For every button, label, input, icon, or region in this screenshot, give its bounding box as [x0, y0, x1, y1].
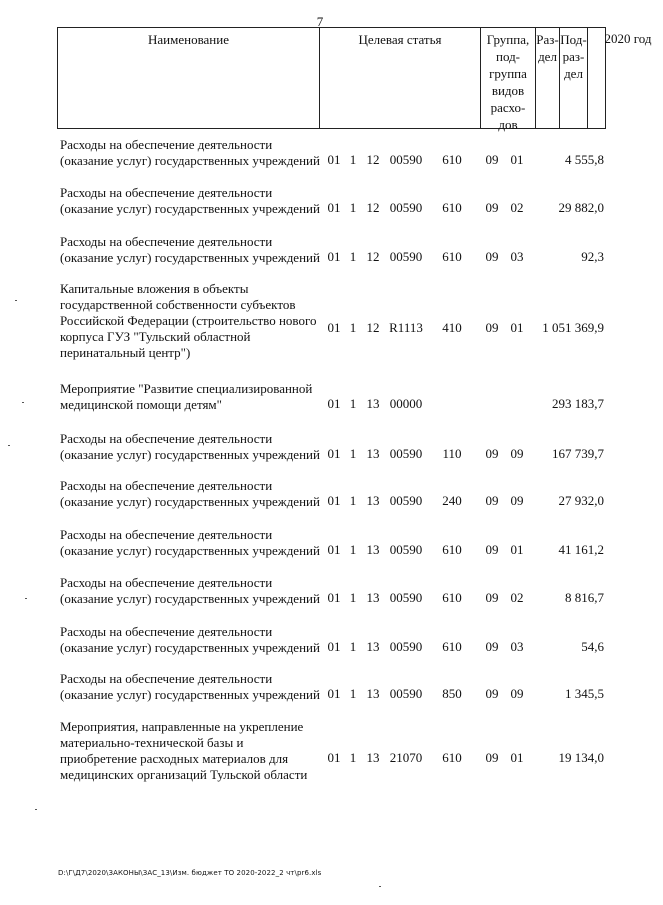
target-code-4: 00590 — [389, 542, 423, 557]
group-code: 610 — [442, 639, 462, 654]
amount: 19 134,0 — [558, 750, 604, 765]
row-name-line: корпуса ГУЗ "Тульский областной — [60, 329, 251, 344]
amount: 4 555,8 — [565, 152, 604, 167]
row-name — [60, 431, 322, 463]
section-code: 09 — [485, 152, 499, 167]
header-group-line: дов — [498, 117, 518, 132]
target-code-4: 21070 — [389, 750, 423, 765]
target-code-3: 12 — [366, 152, 380, 167]
subsection-code: 09 — [510, 446, 524, 461]
target-code-3: 13 — [366, 396, 380, 411]
row-name-line: (оказание услуг) государственных учреждений — [60, 153, 320, 168]
group-code: 110 — [442, 446, 462, 461]
row-name-line: Мероприятия, направленные на укрепление — [60, 719, 304, 734]
row-name-line: (оказание услуг) государственных учреждений — [60, 250, 320, 265]
amount: 41 161,2 — [558, 542, 604, 557]
subsection-code: 01 — [510, 152, 524, 167]
header-section — [536, 28, 560, 128]
row-name-line: Расходы на обеспечение деятельности — [60, 527, 273, 542]
target-code-2: 1 — [349, 200, 357, 215]
target-code-2: 1 — [349, 686, 357, 701]
section-code: 09 — [485, 639, 499, 654]
target-code-3: 13 — [366, 686, 380, 701]
target-code-4: 00590 — [389, 200, 423, 215]
group-code: 610 — [442, 200, 462, 215]
header-group-line: видов — [491, 83, 525, 98]
row-name-line: (оказание услуг) государственных учреждений — [60, 543, 320, 558]
target-code-1: 01 — [327, 493, 341, 508]
target-code-3: 13 — [366, 590, 380, 605]
group-code: 610 — [442, 249, 462, 264]
row-name — [60, 527, 322, 559]
target-code-1: 01 — [327, 200, 341, 215]
header-year: 2020 год — [604, 31, 652, 46]
row-name — [60, 719, 322, 783]
amount: 1 051 369,9 — [542, 320, 604, 335]
target-code-2: 1 — [349, 639, 357, 654]
header-section-line: Раз- — [536, 32, 559, 47]
target-code-4: 00590 — [389, 590, 423, 605]
group-code: 410 — [442, 320, 462, 335]
section-code: 09 — [485, 446, 499, 461]
target-code-3: 13 — [366, 493, 380, 508]
target-code-1: 01 — [327, 542, 341, 557]
target-code-2: 1 — [349, 750, 357, 765]
target-code-3: 13 — [366, 750, 380, 765]
target-code-4: 00590 — [389, 686, 423, 701]
row-name-line: перинатальный центр") — [60, 345, 191, 360]
target-code-2: 1 — [349, 152, 357, 167]
section-code: 09 — [485, 493, 499, 508]
row-name-line: (оказание услуг) государственных учреждений — [60, 447, 320, 462]
row-name-line: Расходы на обеспечение деятельности — [60, 478, 273, 493]
row-name-line: Расходы на обеспечение деятельности — [60, 624, 273, 639]
target-code-1: 01 — [327, 590, 341, 605]
row-name-line: (оказание услуг) государственных учреждений — [60, 640, 320, 655]
target-code-1: 01 — [327, 320, 341, 335]
section-code: 09 — [485, 590, 499, 605]
row-name-line: Расходы на обеспечение деятельности — [60, 575, 273, 590]
section-code: 09 — [485, 542, 499, 557]
group-code: 240 — [442, 493, 462, 508]
target-code-2: 1 — [349, 493, 357, 508]
row-name-line: медицинских организаций Тульской области — [60, 767, 308, 782]
target-code-4: R1113 — [389, 320, 423, 335]
target-code-1: 01 — [327, 639, 341, 654]
group-code: 850 — [442, 686, 462, 701]
row-name-line: Расходы на обеспечение деятельности — [60, 185, 273, 200]
target-code-4: 00590 — [389, 152, 423, 167]
target-code-2: 1 — [349, 590, 357, 605]
subsection-code: 03 — [510, 639, 524, 654]
amount: 54,6 — [581, 639, 604, 654]
target-code-4: 00590 — [389, 249, 423, 264]
section-code: 09 — [485, 320, 499, 335]
subsection-code: 09 — [510, 686, 524, 701]
row-name — [60, 381, 322, 413]
row-name — [60, 281, 322, 361]
subsection-code: 01 — [510, 320, 524, 335]
header-group-line: группа — [489, 66, 527, 81]
row-name-line: медицинской помощи детям" — [60, 397, 222, 412]
header-name: Наименование — [58, 28, 320, 128]
target-code-2: 1 — [349, 249, 357, 264]
header-subsection — [560, 28, 588, 128]
row-name-line: Мероприятие "Развитие специализированной — [60, 381, 313, 396]
amount: 27 932,0 — [558, 493, 604, 508]
header-group-line: Группа, — [486, 32, 530, 47]
target-code-2: 1 — [349, 396, 357, 411]
subsection-code: 01 — [510, 750, 524, 765]
header-subsection-line: раз- — [562, 49, 585, 64]
row-name — [60, 478, 322, 510]
target-code-3: 13 — [366, 542, 380, 557]
target-code-1: 01 — [327, 396, 341, 411]
row-name — [60, 185, 322, 217]
target-code-4: 00590 — [389, 493, 423, 508]
row-name-line: Расходы на обеспечение деятельности — [60, 431, 273, 446]
row-name-line: государственной собственности субъектов — [60, 297, 296, 312]
amount: 293 183,7 — [552, 396, 604, 411]
section-code: 09 — [485, 750, 499, 765]
target-code-2: 1 — [349, 446, 357, 461]
amount: 29 882,0 — [558, 200, 604, 215]
row-name — [60, 624, 322, 656]
target-code-3: 12 — [366, 249, 380, 264]
group-code: 610 — [442, 542, 462, 557]
target-code-3: 12 — [366, 200, 380, 215]
amount: 92,3 — [581, 249, 604, 264]
amount: 167 739,7 — [552, 446, 604, 461]
row-name-line: Российской Федерации (строительство нового — [60, 313, 317, 328]
section-code: 09 — [485, 249, 499, 264]
subsection-code: 02 — [510, 200, 524, 215]
row-name-line: (оказание услуг) государственных учреждений — [60, 591, 320, 606]
row-name-line: (оказание услуг) государственных учреждений — [60, 201, 320, 216]
header-subsection-line: Под- — [560, 32, 587, 47]
row-name-line: Капитальные вложения в объекты — [60, 281, 249, 296]
target-code-3: 12 — [366, 320, 380, 335]
table-header — [57, 27, 652, 132]
target-code-3: 13 — [366, 446, 380, 461]
amount: 1 345,5 — [565, 686, 604, 701]
header-section-line: дел — [538, 49, 557, 64]
row-name — [60, 671, 322, 703]
group-code: 610 — [442, 590, 462, 605]
row-name — [60, 575, 322, 607]
row-name-line: Расходы на обеспечение деятельности — [60, 137, 273, 152]
section-code: 09 — [485, 686, 499, 701]
row-name-line: (оказание услуг) государственных учреждений — [60, 494, 320, 509]
row-name-line: Расходы на обеспечение деятельности — [60, 234, 273, 249]
row-name — [60, 137, 322, 169]
group-code: 610 — [442, 152, 462, 167]
subsection-code: 03 — [510, 249, 524, 264]
target-code-1: 01 — [327, 152, 341, 167]
target-code-2: 1 — [349, 320, 357, 335]
row-name — [60, 234, 322, 266]
subsection-code: 09 — [510, 493, 524, 508]
target-code-3: 13 — [366, 639, 380, 654]
header-group — [481, 28, 536, 132]
target-code-4: 00000 — [389, 396, 423, 411]
header-subsection-line: дел — [564, 66, 583, 81]
header-group-line: расхо- — [490, 100, 526, 115]
page-number: 7 — [316, 14, 324, 29]
row-name-line: Расходы на обеспечение деятельности — [60, 671, 273, 686]
target-code-2: 1 — [349, 542, 357, 557]
target-code-1: 01 — [327, 249, 341, 264]
header-group-line: под- — [495, 49, 521, 64]
group-code: 610 — [442, 750, 462, 765]
amount: 8 816,7 — [565, 590, 604, 605]
header-target-article: Целевая статья — [320, 28, 481, 128]
subsection-code: 02 — [510, 590, 524, 605]
row-name-line: (оказание услуг) государственных учреждений — [60, 687, 320, 702]
target-code-4: 00590 — [389, 639, 423, 654]
row-name-line: материально-технической базы и — [60, 735, 244, 750]
row-name-line: приобретение расходных материалов для — [60, 751, 289, 766]
subsection-code: 01 — [510, 542, 524, 557]
file-path-footer: D:\Г\Д7\2020\ЗАКОНЫ\ЗАС_13\Изм. бюджет ТО 2020-2022_2 чт\pr6.xls — [58, 869, 322, 877]
target-code-4: 00590 — [389, 446, 423, 461]
target-code-1: 01 — [327, 446, 341, 461]
target-code-1: 01 — [327, 750, 341, 765]
section-code: 09 — [485, 200, 499, 215]
target-code-1: 01 — [327, 686, 341, 701]
